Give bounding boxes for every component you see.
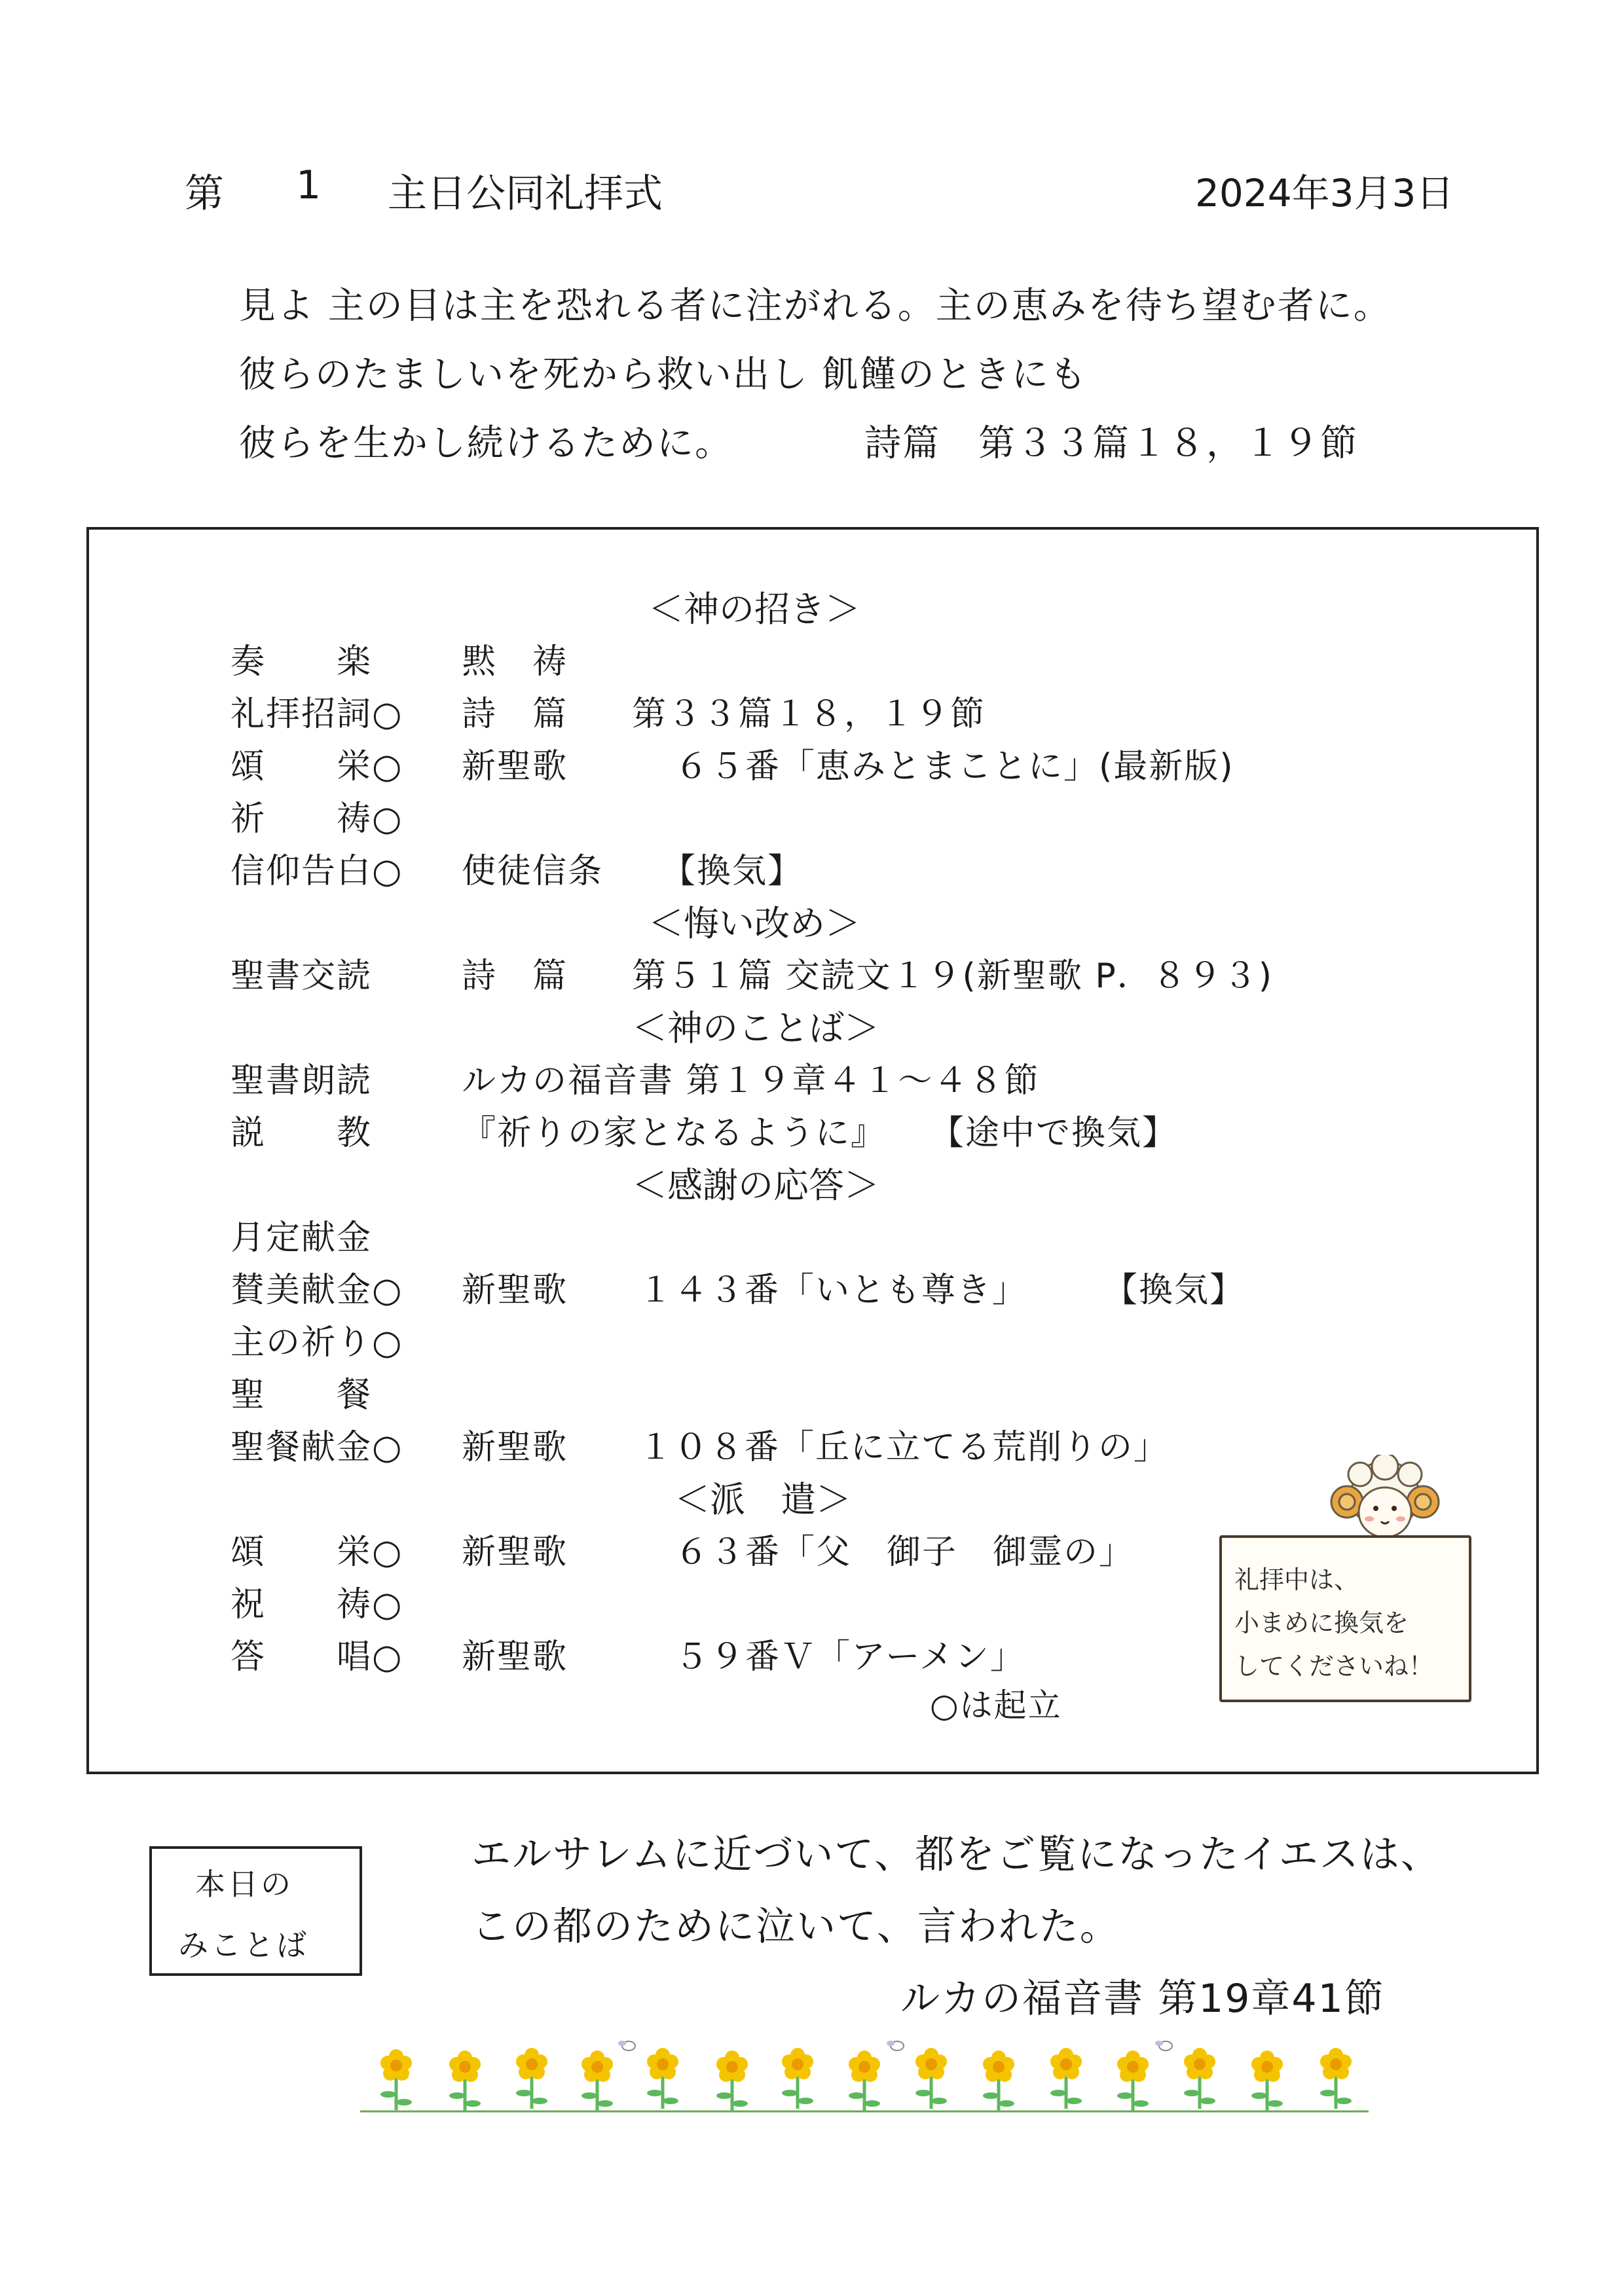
row-label-prelude: 奏 楽 [231,642,373,682]
row-title-hymn1: ６５番「恵みとまことに」(最新版) [674,747,1234,786]
row-title-call-to-worship: 第３３篇１８，１９節 [632,695,986,734]
row-title-amen: ５９番Ｖ「アーメン」 [674,1637,1025,1677]
word-line-2: この都のために泣いて、言われた。 [471,1904,1120,1950]
row-label-prayer: 祈 祷○ [231,799,403,839]
row-title-responsive: 第５１篇 交読文１９(新聖歌 P．８９３) [632,957,1273,996]
service-date: 2024年3月3日 [1195,171,1454,215]
row-item-prelude: 黙 祷 [462,642,568,682]
verse-reference: 詩篇 第３３篇１８，１９節 [864,422,1358,465]
note-line-2: 小まめに換気を [1234,1609,1409,1637]
verse-line-2: 彼らのたましいを死から救い出し 飢饉のときにも [239,354,1088,396]
row-label-offering: 賛美献金○ [231,1271,403,1310]
section-sending: ＜派 遣＞ [674,1479,851,1520]
row-item-sermon: 『祈りの家となるように』 [462,1114,887,1153]
week-label: 第 [185,171,224,217]
row-title-doxology: ６３番「父 御子 御霊の」 [674,1533,1135,1572]
note-line-1: 礼拝中は、 [1234,1565,1359,1594]
section-word: ＜神のことば＞ [632,1008,879,1049]
word-reference: ルカの福音書 第19章41節 [900,1976,1385,2022]
section-call: ＜神の招き＞ [648,589,860,630]
row-item-amen: 新聖歌 [462,1637,568,1677]
row-item-offering: 新聖歌 [462,1271,568,1310]
row-item-responsive: 詩 篇 [462,957,568,996]
row-item-doxology: 新聖歌 [462,1533,568,1572]
row-label-sermon: 説 教 [231,1114,373,1153]
flower-border [360,2026,1382,2118]
row-label-communion-offering: 聖餐献金○ [231,1428,403,1467]
row-item-reading: ルカの福音書 第１９章４１～４８節 [462,1061,1040,1101]
row-item-creed: 使徒信条 [462,852,604,891]
row-label-communion: 聖 餐 [231,1376,373,1415]
section-repent: ＜悔い改め＞ [648,903,860,944]
verse-line-3: 彼らを生かし続けるために。 [239,422,733,465]
row-title-creed: 【換気】 [661,852,803,891]
page-title: 主日公同礼拝式 [388,171,663,217]
word-box-line-2: みことば [178,1927,309,1963]
row-item-hymn1: 新聖歌 [462,747,568,786]
row-label-reading: 聖書朗読 [231,1061,373,1101]
note-line-3: してくださいね！ [1234,1652,1434,1681]
row-item-communion-offering: 新聖歌 [462,1428,568,1467]
row-label-amen: 答 唱○ [231,1637,403,1677]
week-number: 1 [296,162,322,208]
row-extra-offering: 【換気】 [1103,1271,1246,1310]
row-label-call-to-worship: 礼拝招詞○ [231,695,403,734]
word-box-line-1: 本日の [195,1867,293,1902]
section-thanks: ＜感謝の応答＞ [632,1165,879,1206]
row-label-creed: 信仰告白○ [231,852,403,891]
row-label-doxology: 頌 栄○ [231,1533,403,1572]
verse-line-1: 見よ 主の目は主を恐れる者に注がれる。主の恵みを待ち望む者に。 [239,285,1392,327]
row-label-responsive: 聖書交読 [231,957,373,996]
word-line-1: エルサレムに近づいて、都をご覧になったイエスは、 [471,1832,1441,1878]
standing-note: ○は起立 [930,1686,1062,1724]
row-title-offering: １４３番「いとも尊き」 [638,1271,1028,1310]
row-title-communion-offering: １０８番「丘に立てる荒削りの」 [638,1428,1170,1467]
row-label-benediction: 祝 祷○ [231,1585,403,1624]
row-label-lords-prayer: 主の祈り○ [231,1323,403,1362]
row-title-sermon: 【途中で換気】 [930,1114,1178,1153]
row-item-call-to-worship: 詩 篇 [462,695,568,734]
row-label-hymn1: 頌 栄○ [231,747,403,786]
row-label-monthly: 月定献金 [231,1218,373,1258]
